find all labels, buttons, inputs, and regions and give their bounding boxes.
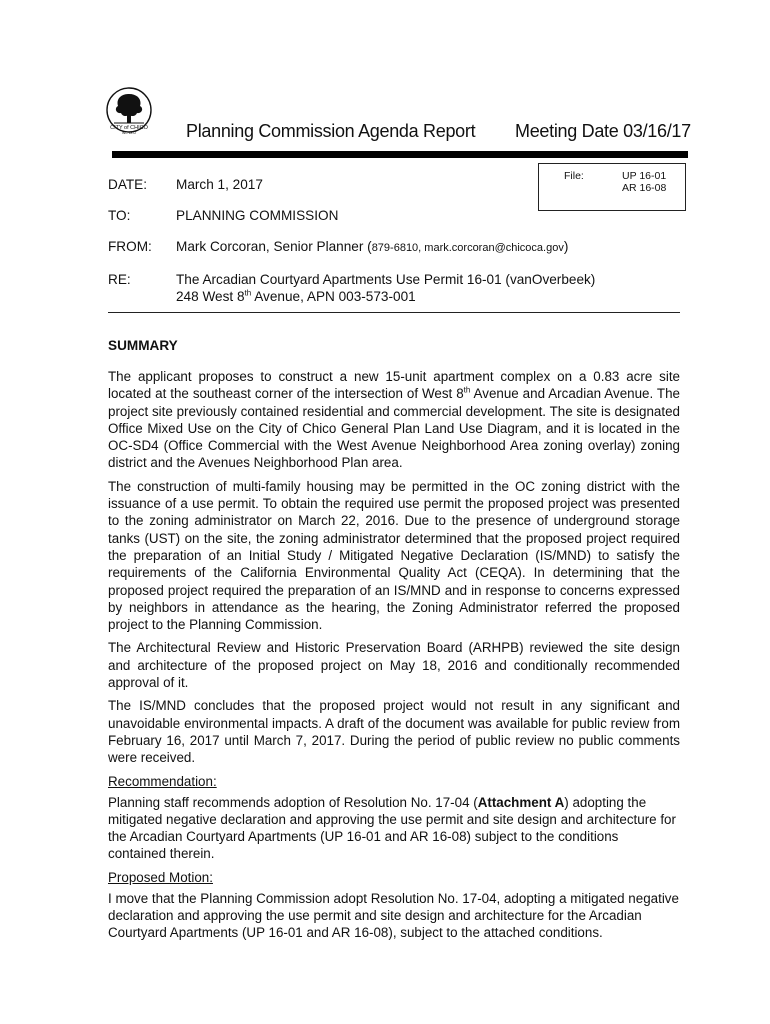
to-value: PLANNING COMMISSION [176,208,339,223]
summary-paragraph: The construction of multi-family housing may be permitted in the OC zoning district with the issuance of a use permit. To obtain the required use permit the proposed project was presented to the zoning administrator on March 22, 2016. Due to the presence of underground storage tanks (UST) on the site, the zoning administrator determined that the proposed project required the preparation of an Initial Study / Mitigated Negative Declaration (IS/MND) to satisfy the requirements of the California Environmental Quality Act (CEQA). In determining that the proposed project required the preparation of an IS/MND and in response to concerns expressed by neighbors in attendance as the hearing, the Zoning Administrator referred the proposed project to the Planning Commission. [108,478,680,633]
report-title: Planning Commission Agenda Report [186,121,476,141]
re-label: RE: [108,272,131,287]
from-label: FROM: [108,239,152,254]
city-seal-logo [104,86,154,138]
date-value: March 1, 2017 [176,177,263,192]
summary-paragraph: The IS/MND concludes that the proposed project would not result in any significant and unavoidable environmental impacts. A draft of the document was available for public review from February 16, 2017 until March 7, 2017. During the period of public review no public comments were received. [108,698,680,766]
from-contact: 879-6810, mark.corcoran@chicoca.gov [371,242,564,254]
file-label: File: [564,170,584,182]
file-reference-box [538,163,686,211]
from-close: ) [563,239,569,254]
summary-heading: SUMMARY [108,338,178,353]
from-value [176,239,568,254]
re-line-2: 248 West 8th Avenue, APN 003-573-001 [176,288,416,304]
header-rule [112,151,688,158]
svg-text:CITY of CHICO: CITY of CHICO [110,125,148,131]
proposed-motion-heading: Proposed Motion: [108,869,213,885]
attachment-a-reference: Attachment A [477,794,565,810]
meeting-date: Meeting Date 03/16/17 [515,121,691,141]
recommendation-heading: Recommendation: [108,773,217,789]
proposed-motion-text: I move that the Planning Commission adopt Resolution No. 17-04, adopting a mitigated negative declaration and approving the use permit and site design and architecture for the Arcadian Courtyard Apartments (UP 16-01 and AR 16-08), subject to the attached conditions. [108,890,679,941]
summary-paragraph: The applicant proposes to construct a new 15-unit apartment complex on a 0.83 acre site located at the southeast corner of the intersection of West 8th Avenue and Arcadian Avenue. The project site previously contained residential and commercial development. The site is designated Office Mixed Use on the City of Chico General Plan Land Use Diagram, and it is located in the OC-SD4 (Office Commercial with the West Avenue Neighborhood Area zoning overlay) zoning district and the Avenues Neighborhood Plan area. [108,369,680,471]
date-label: DATE: [108,177,148,192]
from-name: Mark Corcoran, Senior Planner ( [176,239,372,254]
recommendation-text: Planning staff recommends adoption of Resolution No. 17-04 (Attachment A) adopting the mitigated negative declaration and approving the use permit and site design and architecture for the Arcadian Courtyard Apartments (UP 16-01 and AR 16-08) subject to the conditions contained therein. [108,794,676,862]
svg-text:INC 1872: INC 1872 [121,131,137,135]
file-number: AR 16-08 [622,182,667,194]
summary-body [108,368,680,948]
section-divider [108,312,680,313]
file-number: UP 16-01 [622,170,667,182]
re-line-1: The Arcadian Courtyard Apartments Use Permit 16-01 (vanOverbeek) [176,272,596,287]
summary-paragraph: The Architectural Review and Historic Preservation Board (ARHPB) reviewed the site design and architecture of the proposed project on May 18, 2016 and conditionally recommended approval of it. [108,640,680,691]
to-label: TO: [108,208,131,223]
